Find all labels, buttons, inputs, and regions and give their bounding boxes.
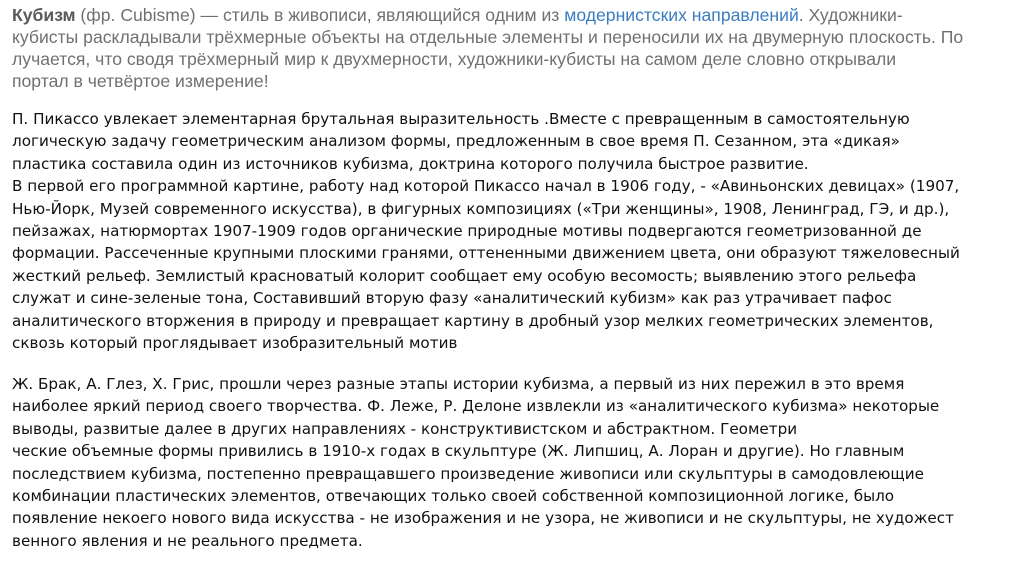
paragraph-line: пластика составила один из источников кубизма, доктрина которого получила быстрое развитие.	[12, 154, 809, 173]
paragraph-line: ческие объемные формы привились в 1910-х годах в скульптуре (Ж. Липшиц, А. Лоран и другие). Но главным	[12, 442, 905, 461]
term-cubism: Кубизм	[12, 5, 76, 25]
paragraph-line: появление некоего нового вида искусства - не изображения и не узора, не живописи и не скульптуры, не художест	[12, 509, 954, 528]
paragraph-line: логическую задачу геометрическим анализом формы, предложенным в свое время П. Сезанном, эта «дикая»	[12, 132, 900, 151]
paragraph-line: наиболее яркий период своего творчества. Ф. Леже, Р. Делоне извлекли из «аналитического кубизма» некоторые	[12, 397, 940, 416]
paragraph-line: Нью-Йорк, Музей современного искусства), в фигурных композициях («Три женщины», 1908, Ленинград, ГЭ, и др.),	[12, 199, 950, 218]
paragraph-line: В первой его программной картине, работу над которой Пикассо начал в 1906 году, - «Авиньонских девицах» (1907,	[12, 177, 960, 196]
intro-line-4: портал в четвёртое измерение!	[12, 71, 269, 91]
paragraph-picasso	[12, 108, 960, 354]
paragraph-line: последствием кубизма, постепенно превращавшего произведение живописи или скульптуры в самодовлеющие	[12, 464, 924, 483]
paragraph-line: П. Пикассо увлекает элементарная брутальная выразительность .Вместе с превращенным в самостоятельную	[12, 110, 910, 128]
intro-text-part2: . Художники-	[798, 5, 903, 25]
modernist-movements-link[interactable]: модернистских направлений	[564, 5, 799, 25]
paragraph-line: венного явления и не реального предмета.	[12, 531, 363, 550]
paragraph-line: сквозь который проглядывает изобразительный мотив	[12, 333, 458, 352]
paragraph-line: выводы, развитые далее в других направлениях - конструктивистском и абстрактном. Геометри	[12, 419, 798, 438]
intro-text-part1: (фр. Cubisme) — стиль в живописи, являющийся одним из	[75, 5, 565, 25]
paragraph-line: комбинации пластических элементов, отвечающих только своей собственной композиционной логике, было	[12, 486, 895, 505]
paragraph-line: Ж. Брак, А. Глез, Х. Грис, прошли через разные этапы истории кубизма, а первый из них пережил в это время	[12, 375, 905, 393]
intro-line-2: кубисты раскладывали трёхмерные объекты на отдельные элементы и переносили их на двумерную плоскость. По	[12, 27, 964, 47]
paragraph-line: служат и сине-зеленые тона, Составивший вторую фазу «аналитический кубизм» как раз утрачивает пафос	[12, 289, 892, 308]
intro-line-1	[12, 4, 1024, 26]
paragraph-line: формации. Рассеченные крупными плоскими гранями, оттененными движением цвета, они образуют тяжеловесный	[12, 244, 960, 263]
paragraph-line: аналитического вторжения в природу и превращает картину в дробный узор мелких геометрических элементов,	[12, 311, 934, 330]
intro-line-3: лучается, что сводя трёхмерный мир к двухмерности, художники-кубисты на самом деле словно открывали	[12, 49, 897, 69]
paragraph-line: жесткий рельеф. Землистый красноватый колорит сообщает ему особую весомость; выявлению этого рельефа	[12, 266, 917, 285]
paragraph-line: пейзажах, натюрмортах 1907-1909 годов органические природные мотивы подвергаются геометризованной де	[12, 221, 922, 240]
intro-text	[12, 4, 1024, 92]
paragraph-braque	[12, 373, 954, 552]
